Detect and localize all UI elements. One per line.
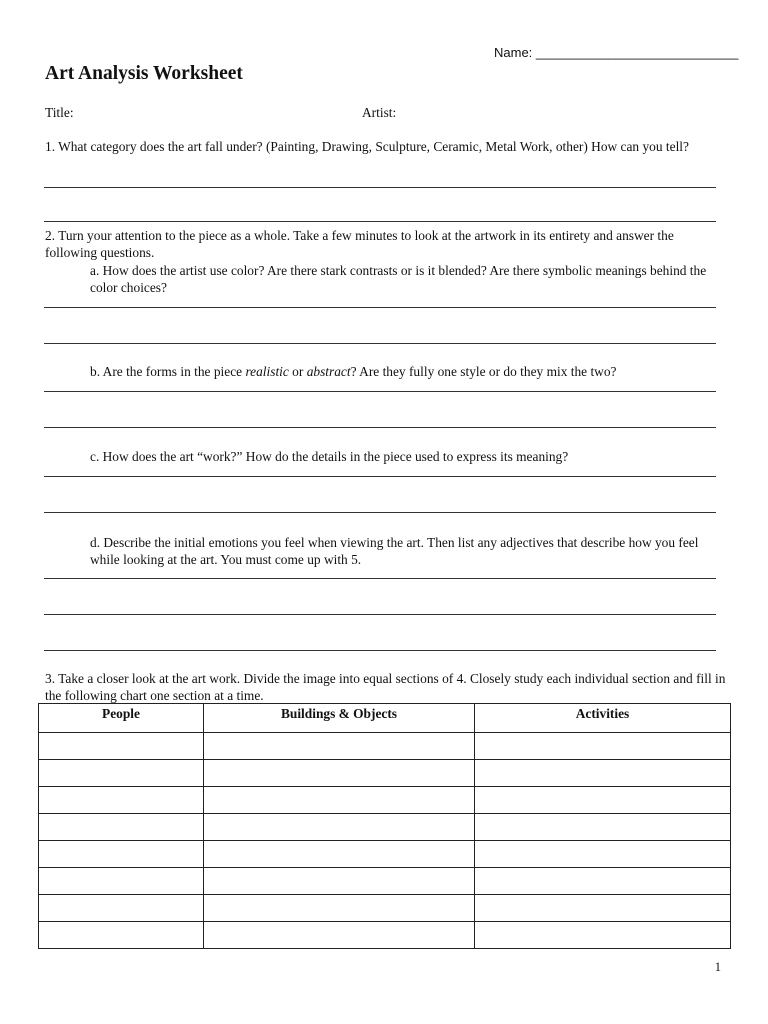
table-cell[interactable] — [39, 922, 204, 949]
name-field[interactable]: Name: ____________________________ — [494, 45, 739, 60]
table-cell[interactable] — [475, 733, 731, 760]
table-cell[interactable] — [39, 814, 204, 841]
question-3: 3. Take a closer look at the art work. Divide the image into equal sections of 4. Closely study each individual section and fill in the following chart one section at a time. — [45, 671, 726, 703]
table-cell[interactable] — [204, 787, 475, 814]
answer-line[interactable] — [44, 427, 716, 428]
table-cell[interactable] — [204, 814, 475, 841]
table-cell[interactable] — [204, 841, 475, 868]
header-people: People — [39, 704, 204, 733]
table-row — [39, 814, 731, 841]
question-2b — [90, 363, 720, 380]
table-cell[interactable] — [39, 841, 204, 868]
question-2b-rest: ? Are they fully one style or do they mix the two? — [350, 364, 617, 379]
table-row — [39, 787, 731, 814]
table-cell[interactable] — [204, 922, 475, 949]
term-abstract: abstract — [306, 364, 351, 379]
table-cell[interactable] — [204, 868, 475, 895]
term-realistic: realistic — [245, 364, 289, 379]
question-2c: c. How does the art “work?” How do the details in the piece used to express its meaning? — [90, 449, 569, 464]
table-cell[interactable] — [475, 922, 731, 949]
table-row — [39, 922, 731, 949]
table-cell[interactable] — [39, 760, 204, 787]
table-row — [39, 895, 731, 922]
table-row — [39, 733, 731, 760]
header-activities: Activities — [475, 704, 731, 733]
question-2b-or: or — [288, 364, 307, 379]
table-cell[interactable] — [475, 868, 731, 895]
table-cell[interactable] — [475, 787, 731, 814]
table-cell[interactable] — [204, 895, 475, 922]
answer-line[interactable] — [44, 650, 716, 651]
chart-header-row — [39, 704, 731, 733]
table-row — [39, 760, 731, 787]
question-2a: a. How does the artist use color? Are there stark contrasts or is it blended? Are there symbolic meanings behind the color choices? — [90, 263, 707, 295]
header-buildings-objects: Buildings & Objects — [204, 704, 475, 733]
table-cell[interactable] — [475, 760, 731, 787]
table-cell[interactable] — [39, 787, 204, 814]
table-row — [39, 841, 731, 868]
table-cell[interactable] — [39, 895, 204, 922]
observation-chart — [38, 703, 731, 949]
question-2: 2. Turn your attention to the piece as a whole. Take a few minutes to look at the artwork in its entirety and answer the following questions. — [45, 228, 674, 260]
answer-line[interactable] — [44, 307, 716, 308]
table-cell[interactable] — [475, 814, 731, 841]
table-row — [39, 868, 731, 895]
table-cell[interactable] — [204, 733, 475, 760]
answer-line[interactable] — [44, 187, 716, 188]
answer-line[interactable] — [44, 512, 716, 513]
table-cell[interactable] — [39, 868, 204, 895]
answer-line[interactable] — [44, 343, 716, 344]
answer-line[interactable] — [44, 476, 716, 477]
page-number: 1 — [714, 960, 721, 974]
answer-line[interactable] — [44, 391, 716, 392]
answer-line[interactable] — [44, 578, 716, 579]
question-2b-text: b. Are the forms in the piece — [90, 364, 246, 379]
artist-field[interactable]: Artist: — [362, 105, 397, 120]
table-cell[interactable] — [39, 733, 204, 760]
question-2d: d. Describe the initial emotions you feel when viewing the art. Then list any adjectives that describe how you feel while looking at the art. You must come up with 5. — [90, 535, 699, 567]
answer-line[interactable] — [44, 614, 716, 615]
worksheet-title: Art Analysis Worksheet — [45, 63, 243, 84]
answer-line[interactable] — [44, 221, 716, 222]
question-1: 1. What category does the art fall under? (Painting, Drawing, Sculpture, Ceramic, Metal Work, other) How can you tell? — [45, 139, 689, 154]
table-cell[interactable] — [475, 895, 731, 922]
table-cell[interactable] — [475, 841, 731, 868]
table-cell[interactable] — [204, 760, 475, 787]
artwork-title-field[interactable]: Title: — [45, 105, 74, 120]
